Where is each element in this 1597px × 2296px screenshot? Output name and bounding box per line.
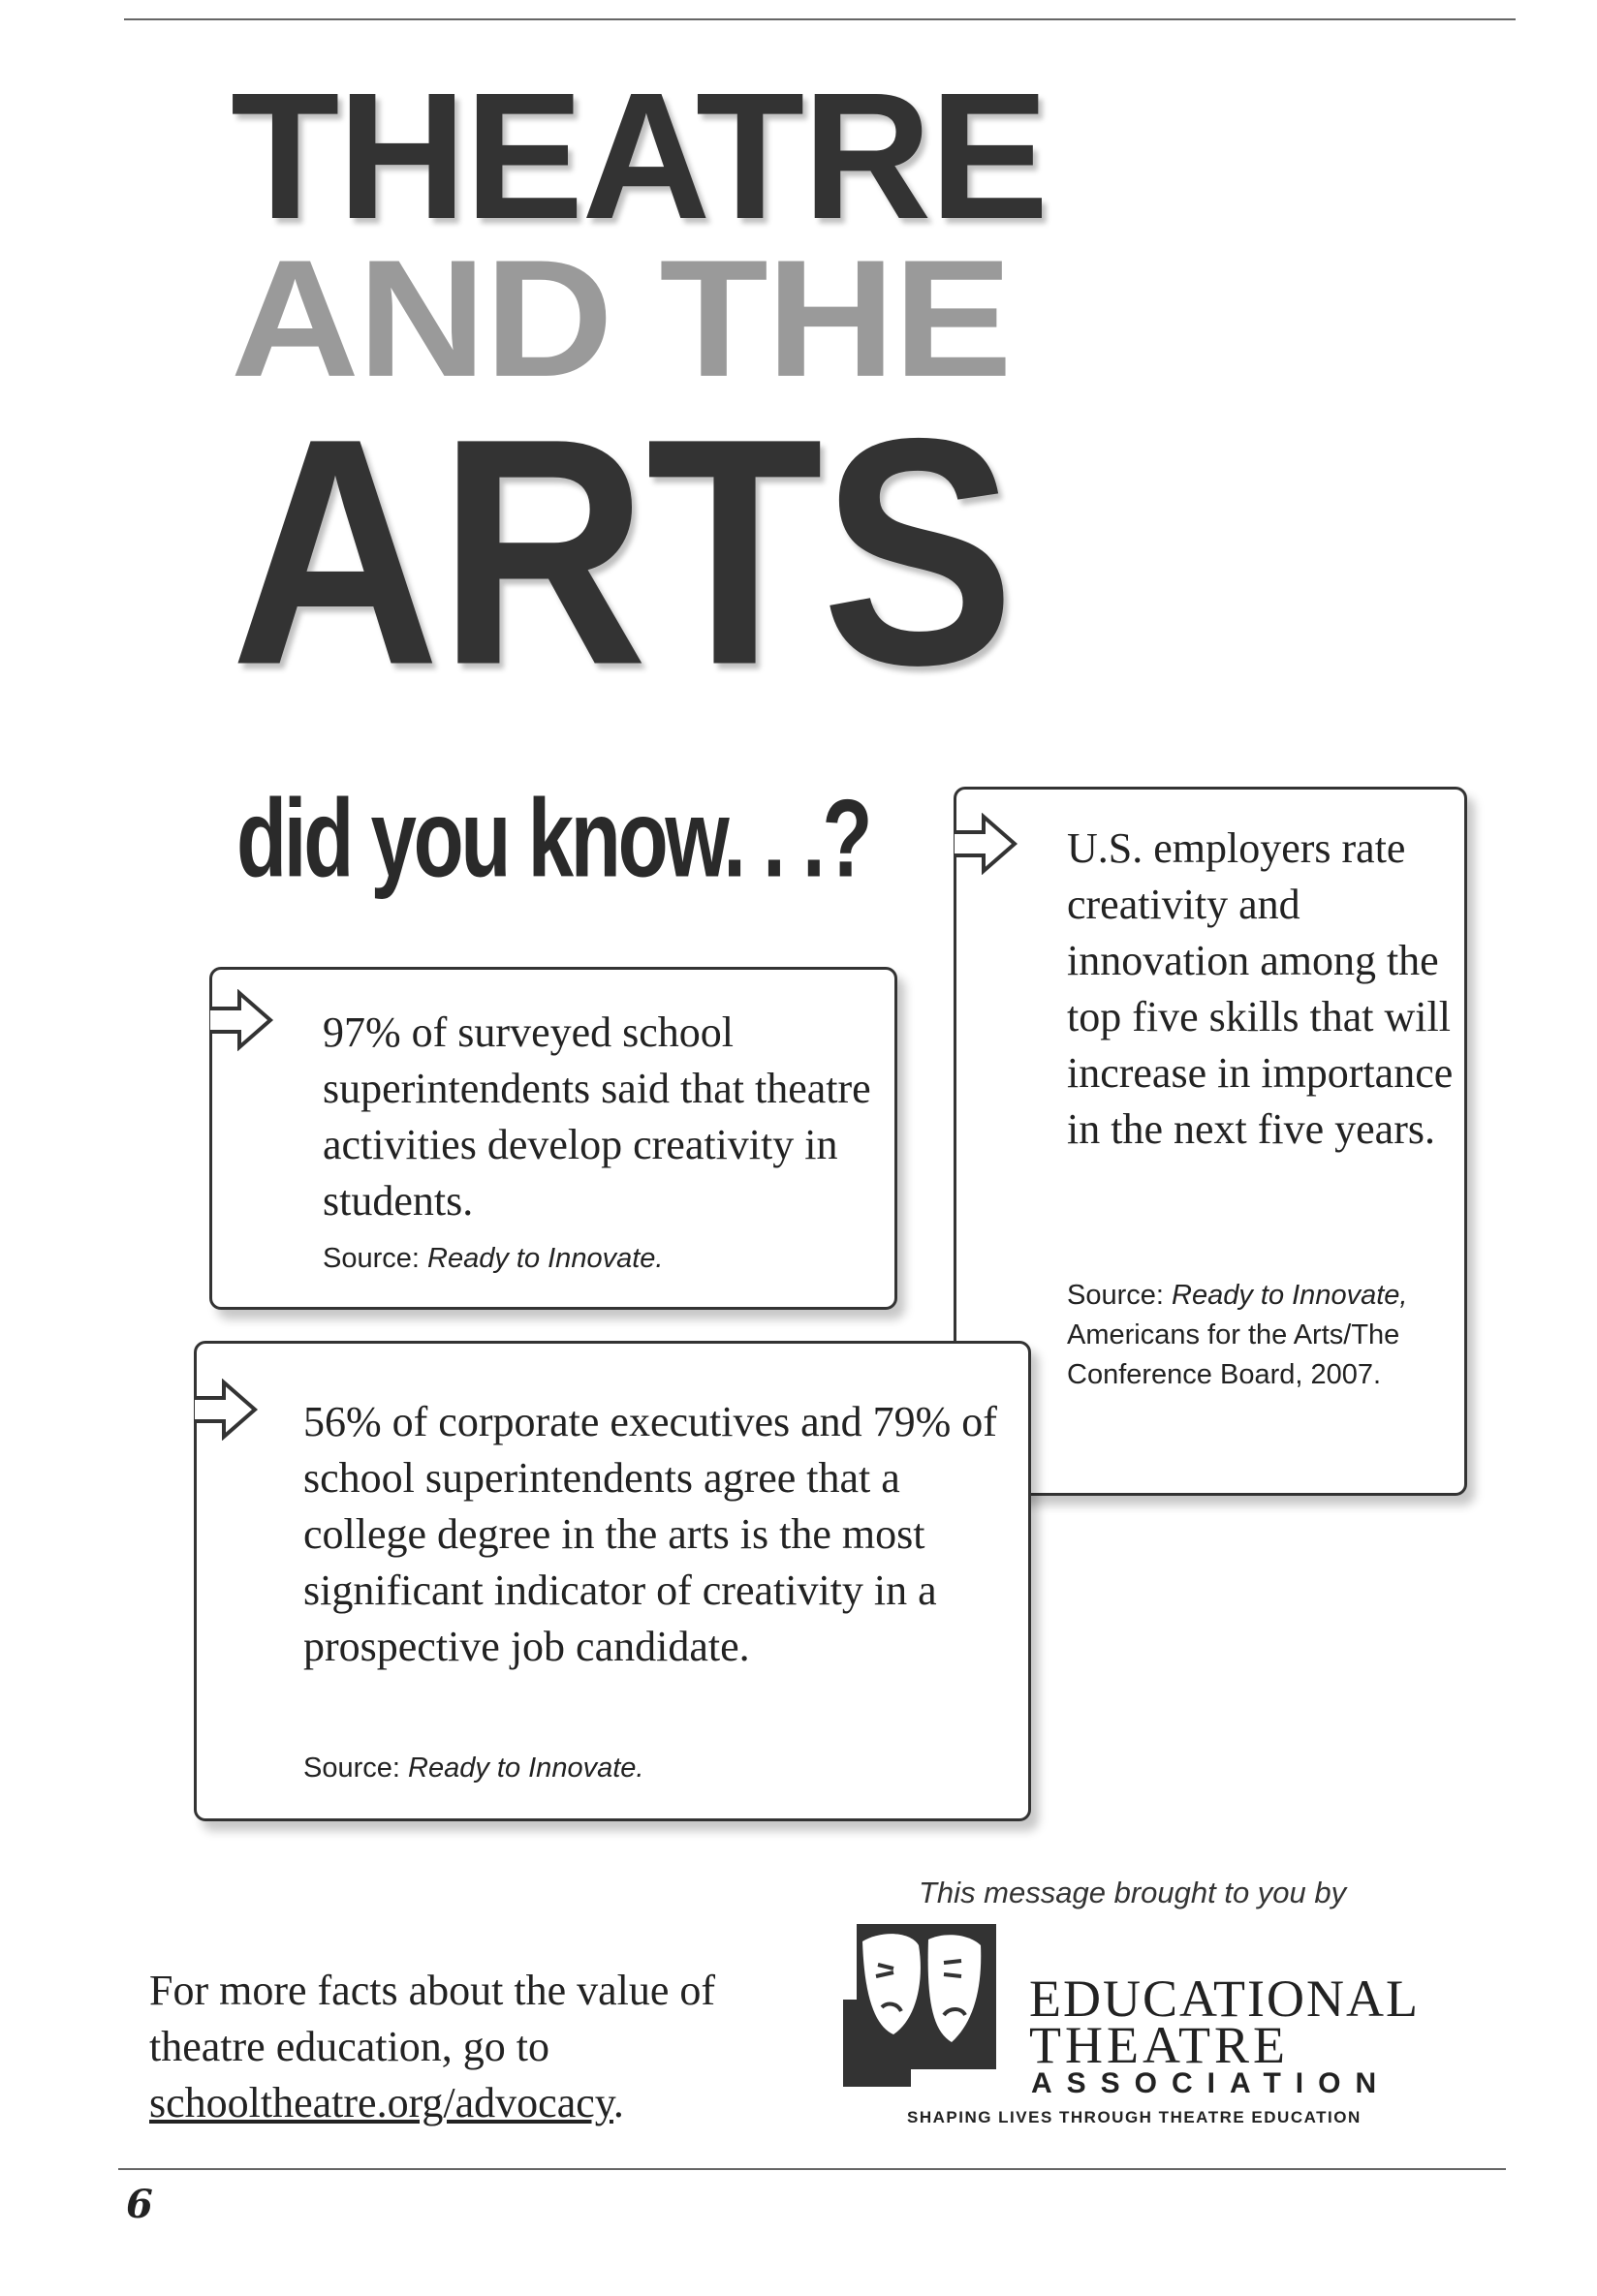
- arrow-right-icon: [191, 1379, 259, 1441]
- fact-text: 56% of corporate executives and 79% of school superintendents agree that a college degree in the arts is the most significant indicator of creativity in a prospective job candidate.: [303, 1398, 997, 1670]
- title-line-3: ARTS: [231, 371, 1014, 733]
- more-facts-text: For more facts about the value of theatre education, go to schooltheatre.org/advocacy.: [149, 1967, 716, 2126]
- fact-text: U.S. employers rate creativity and innovation among the top five skills that will increase in importance in the next five years.: [1067, 824, 1454, 1153]
- fact-source: Source: Ready to Innovate.: [303, 1753, 644, 1784]
- arrow-right-icon: [206, 989, 274, 1051]
- org-name-line-3: ASSOCIATION: [1031, 2067, 1392, 2099]
- sponsor-credit: This message brought to you by: [919, 1876, 1347, 1909]
- title-line-2: AND THE: [231, 226, 1011, 412]
- bottom-rule: [118, 2168, 1506, 2170]
- theatre-masks-icon: [843, 1922, 998, 2089]
- fact-text: 97% of surveyed school superintendents said that theatre activities develop creativity in students.: [323, 1008, 871, 1225]
- org-name-line-1: EDUCATIONAL: [1029, 1970, 1420, 2028]
- org-name-line-2: THEATRE: [1029, 2016, 1289, 2074]
- org-tagline: SHAPING LIVES THROUGH THEATRE EDUCATION: [907, 2108, 1362, 2126]
- advocacy-link[interactable]: schooltheatre.org/advocacy: [149, 2079, 613, 2126]
- top-rule: [124, 18, 1516, 20]
- fact-box-superintendents: [209, 967, 897, 1310]
- arrow-right-icon: [951, 813, 1018, 875]
- did-you-know-heading: did you know. . .?: [236, 777, 870, 901]
- page-number: 6: [126, 2182, 153, 2227]
- title-line-1: THEATRE: [231, 55, 1048, 257]
- fact-source: Source: Ready to Innovate.: [323, 1243, 664, 1274]
- fact-source: Source: Ready to Innovate, Americans for the Arts/The Conference Board, 2007.: [1067, 1280, 1408, 1390]
- fact-box-executives: [194, 1341, 1031, 1821]
